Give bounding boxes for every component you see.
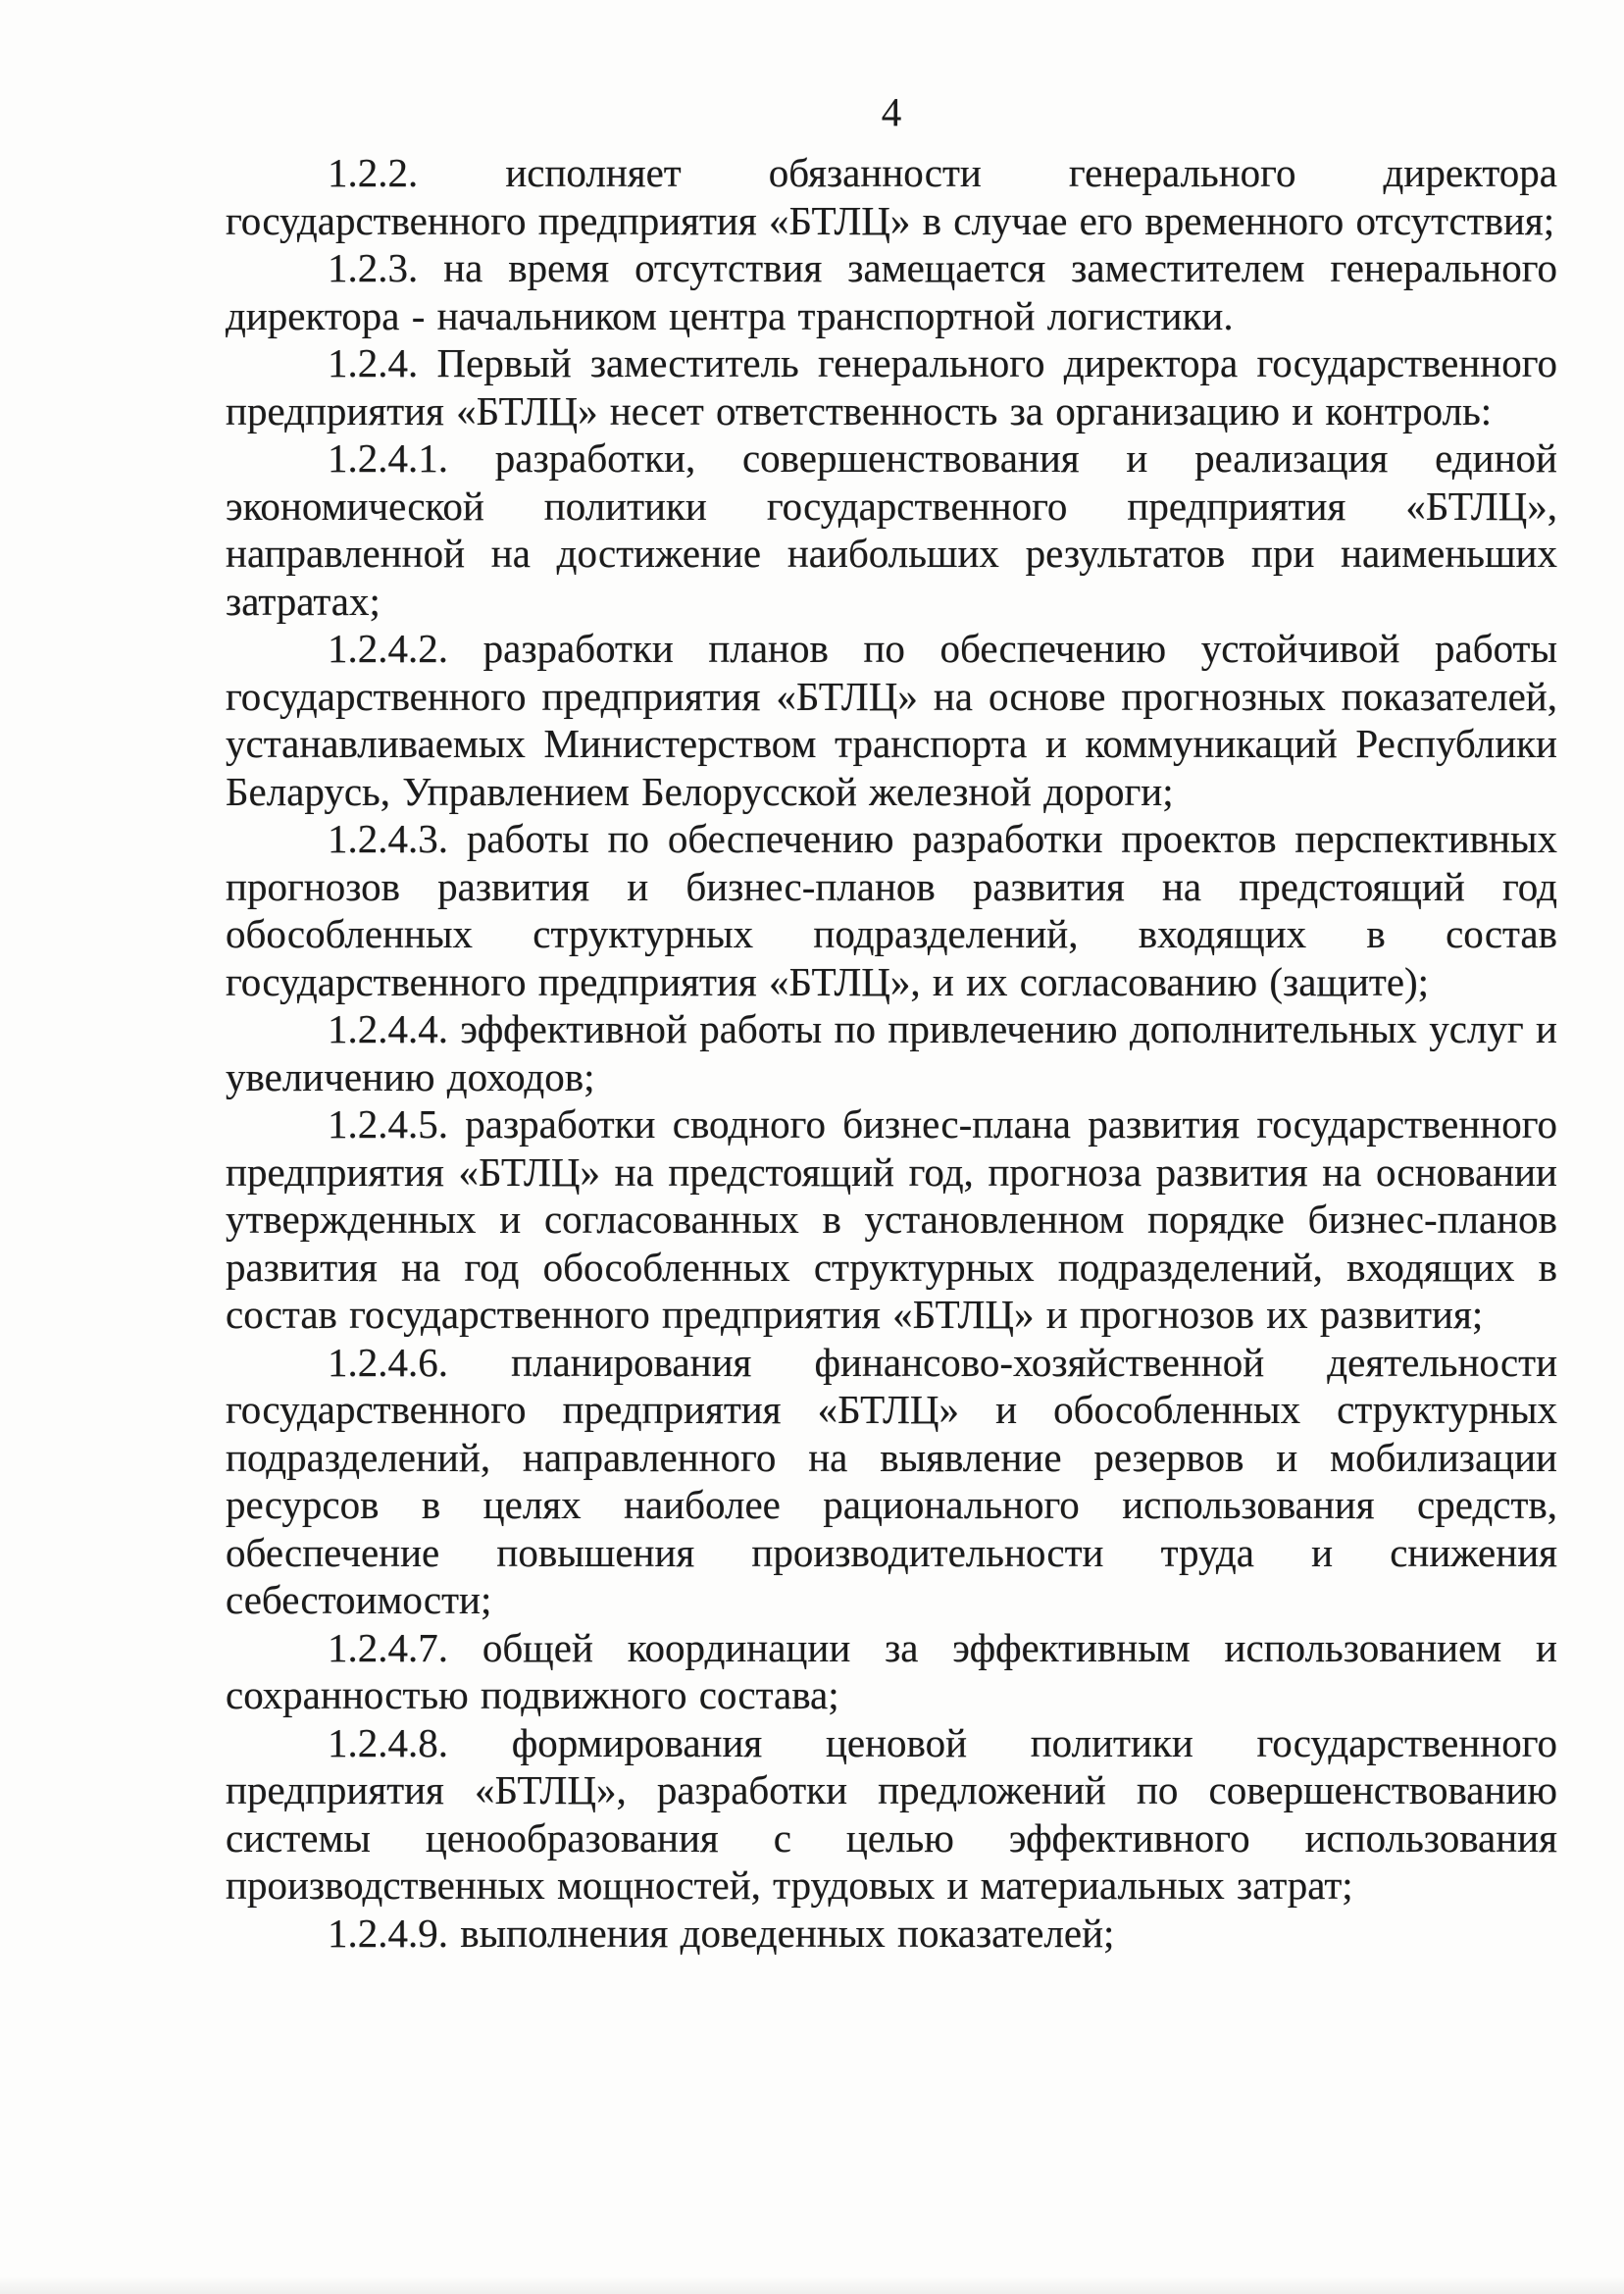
clause-1-2-4-7 bbox=[226, 1624, 1557, 1719]
clause-1-2-3 bbox=[226, 244, 1557, 339]
clause-text: планирования финансово-хозяйственной деятельности государственного предприятия «БТЛЦ» и обособленных структурных подразделений, направленного на выявление резервов и мобилизации ресурсов в целях наиболее рационального использования средств, обеспечение повышения производительности труда и снижения себестоимости; bbox=[226, 1339, 1558, 1622]
scan-shadow-edge bbox=[0, 2276, 1624, 2294]
clause-1-2-4-5 bbox=[226, 1100, 1557, 1339]
clause-number: 1.2.4.1. bbox=[328, 435, 448, 481]
clause-text: на время отсутствия замещается заместителем генерального директора - начальником центра транспортной логистики. bbox=[226, 245, 1558, 338]
clause-1-2-4-4 bbox=[226, 1005, 1557, 1100]
clause-text: выполнения доведенных показателей; bbox=[460, 1910, 1115, 1956]
clause-number: 1.2.4.5. bbox=[328, 1101, 448, 1147]
clause-number: 1.2.3. bbox=[328, 245, 419, 290]
clause-1-2-2 bbox=[226, 149, 1557, 244]
clause-1-2-4-6 bbox=[226, 1339, 1557, 1624]
clause-1-2-4-1 bbox=[226, 434, 1557, 625]
clause-text: Первый заместитель генерального директора государственного предприятия «БТЛЦ» несет ответственность за организацию и контроль: bbox=[226, 340, 1558, 433]
clause-number: 1.2.4.7. bbox=[328, 1624, 448, 1670]
clause-text: разработки сводного бизнес-плана развития государственного предприятия «БТЛЦ» на предстоящий год, прогноза развития на основании утвержденных и согласованных в установленном порядке бизнес-планов развития на год обособленных структурных подразделений, входящих в состав государственного предприятия «БТЛЦ» и прогнозов их развития; bbox=[226, 1101, 1557, 1337]
page-number: 4 bbox=[881, 89, 902, 134]
clause-number: 1.2.4.2. bbox=[328, 626, 448, 671]
clause-text: разработки планов по обеспечению устойчивой работы государственного предприятия «БТЛЦ» на основе прогнозных показателей, устанавливаемых Министерством транспорта и коммуникаций Республики Беларусь, Управлением Белорусской железной дороги; bbox=[226, 626, 1558, 814]
clause-text: работы по обеспечению разработки проектов перспективных прогнозов развития и бизнес-планов развития на предстоящий год обособленных структурных подразделений, входящих в состав государственного предприятия «БТЛЦ», и их согласованию (защите); bbox=[226, 816, 1557, 1004]
clause-number: 1.2.2. bbox=[328, 150, 419, 195]
clause-1-2-4-9 bbox=[226, 1910, 1557, 1958]
clause-number: 1.2.4.6. bbox=[328, 1339, 448, 1385]
clause-1-2-4 bbox=[226, 339, 1557, 434]
clause-1-2-4-2 bbox=[226, 625, 1557, 815]
clause-number: 1.2.4.3. bbox=[328, 816, 448, 861]
clause-text: исполняет обязанности генерального директора государственного предприятия «БТЛЦ» в случае его временного отсутствия; bbox=[226, 150, 1557, 243]
clause-text: общей координации за эффективным использованием и сохранностью подвижного состава; bbox=[226, 1624, 1558, 1717]
clause-number: 1.2.4.4. bbox=[328, 1006, 448, 1051]
clause-1-2-4-8 bbox=[226, 1719, 1557, 1910]
clause-text: формирования ценовой политики государственного предприятия «БТЛЦ», разработки предложений по совершенствованию системы ценообразования с целью эффективного использования производственных мощностей, трудовых и материальных затрат; bbox=[226, 1719, 1557, 1908]
clause-number: 1.2.4.9. bbox=[328, 1910, 448, 1956]
clause-1-2-4-3 bbox=[226, 815, 1557, 1005]
clause-number: 1.2.4. bbox=[328, 340, 419, 385]
clause-text: разработки, совершенствования и реализация единой экономической политики государственного предприятия «БТЛЦ», направленной на достижение наибольших результатов при наименьших затратах; bbox=[226, 435, 1557, 624]
clause-number: 1.2.4.8. bbox=[328, 1719, 448, 1765]
clause-text: эффективной работы по привлечению дополнительных услуг и увеличению доходов; bbox=[226, 1006, 1557, 1099]
